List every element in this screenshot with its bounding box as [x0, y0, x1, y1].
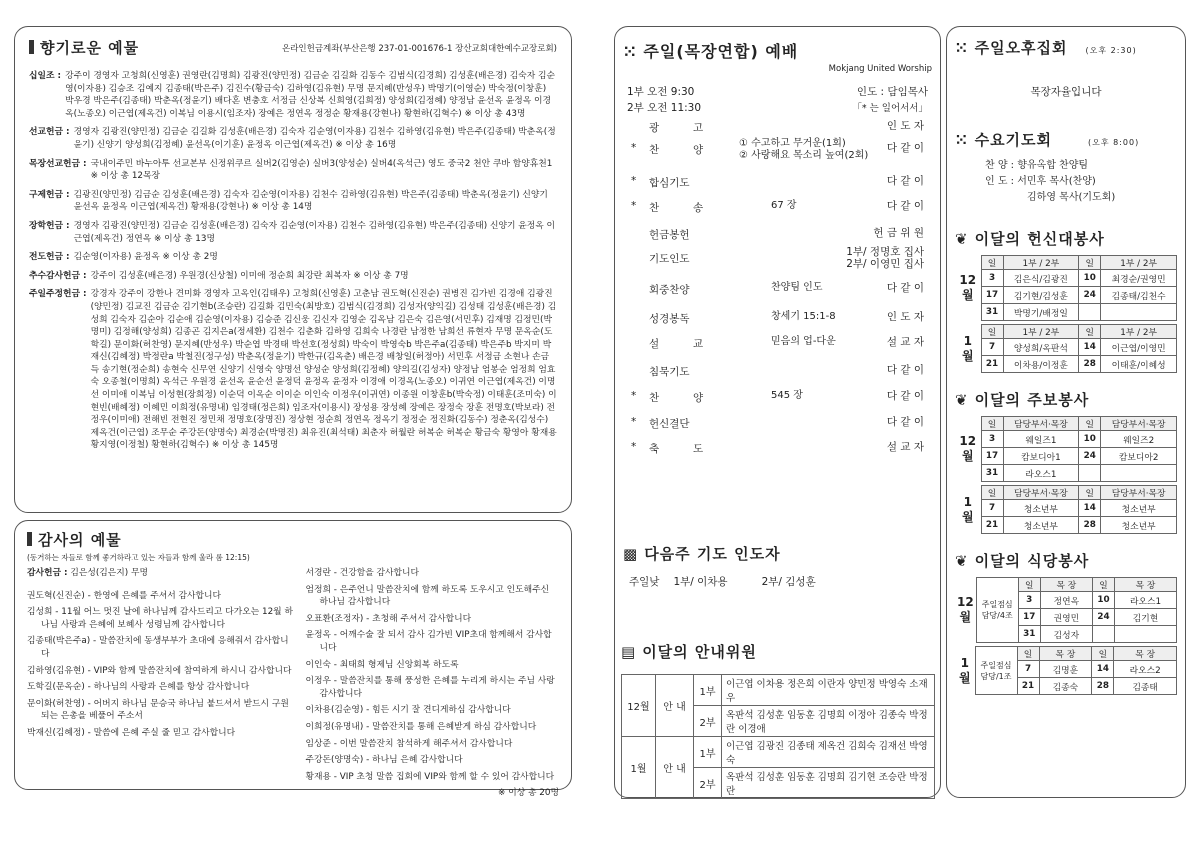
thanks-panel: [14, 520, 572, 799]
thanks-entry: 김종태(박은주a) - 말씀잔치에 동생부부가 초대에 응해줘서 감사합니다: [27, 636, 289, 659]
service-item-leader: 다 같 이: [886, 142, 924, 154]
kitchen-title: 이달의 식당봉사: [974, 552, 1090, 570]
wednesday-leader: 인 도 : 서민후 목사(찬양): [985, 176, 1096, 187]
bulletin-tables: [955, 416, 1177, 534]
duty-role: 주일점심 담당/4조: [976, 578, 1018, 643]
thanks-entry: 권도혁(신진순) - 한영에 은혜를 주셔서 감사합니다: [27, 590, 221, 601]
month-label: 12 월: [959, 434, 977, 463]
offering-names: 경영자 김광진(양민정) 김금순 김길화 김성훈(배은경) 김숙자 김순영(이자용) 김천수 김하영(김유현) 박은주(김종태) 박춘옥(정윤기) 신양기 양성희(김정혜) 윤선옥(이기훈) 윤정옥 이근엽(제옥건) ※ 이상 총 16명: [73, 127, 556, 150]
schedule-cell: 권영민: [1040, 609, 1092, 626]
flower-icon: ❦: [955, 552, 969, 570]
dedication-tables: [955, 255, 1177, 373]
service-item-leader: 다 같 이: [886, 364, 924, 376]
thanks-verse: (동거하는 자들로 함께 좋거하라고 있는 자들과 함께 울라 롬 12:15): [27, 553, 250, 562]
service-item-name: 침묵기도: [649, 366, 690, 378]
column-header: 일: [1079, 486, 1101, 500]
column-header: 일: [981, 256, 1003, 270]
schedule-cell: 21: [981, 517, 1003, 534]
column-header: 담당부서·목장: [1003, 417, 1079, 431]
schedule-cell: 24: [1079, 287, 1101, 304]
schedule-cell: 라오스2: [1114, 661, 1177, 678]
schedule-cell: [1101, 304, 1177, 321]
column-header: 목 장: [1040, 578, 1092, 592]
worship-panel: [614, 26, 941, 798]
service-item-detail: 창세기 15:1-8: [771, 311, 836, 322]
schedule-cell: [1079, 304, 1101, 321]
schedule-cell: 김은식/김광진: [1003, 270, 1079, 287]
offering-label: 십일조 :: [29, 71, 62, 81]
offering-row: [29, 189, 557, 214]
month-label: 1 월: [958, 655, 971, 685]
service-item-leader: 인 도 자: [886, 311, 924, 323]
wednesday-praise: 찬 양 : 향유옥합 찬양팀: [985, 160, 1089, 171]
schedule-cell: 김성자: [1040, 626, 1092, 643]
offering-row: [29, 288, 557, 452]
thanks-entry: 주강돈(양명숙) - 하나님 은혜 감사합니다: [305, 755, 463, 766]
schedule-cell: 청소년부: [1101, 500, 1177, 517]
square-dots-icon: ⁙: [955, 131, 969, 149]
schedule-cell: 이태훈/이혜성: [1101, 356, 1177, 373]
month-label: 12 월: [959, 273, 977, 302]
offering-label: 주일주정헌금 :: [29, 289, 87, 300]
schedule-cell: 21: [981, 356, 1003, 373]
service-item-name: 헌금봉헌: [649, 229, 690, 241]
column-header: 담당부서·목장: [1003, 486, 1079, 500]
thanks-entry: 이차용(김순영) - 힘든 시기 잘 견디게하심 감사합니다: [305, 705, 511, 716]
next-prayer-2: 2부/ 김성훈: [761, 576, 816, 588]
service-item: [631, 246, 924, 270]
thanks-entry: 박재신(김혜정) - 말씀에 은혜 주실 줄 믿고 감사합니다: [27, 727, 236, 738]
offering-names: 강주이 김성훈(배은경) 우원경(신상철) 이미애 정순희 최강란 최복자 ※ 이상 총 7명: [90, 270, 409, 281]
schedule-cell: 정연옥: [1040, 592, 1092, 609]
ushers-svc: 2부: [694, 706, 722, 737]
ushers-svc: 1부: [694, 737, 722, 768]
square-dots-icon: ⁙: [955, 39, 969, 57]
service-item: [631, 175, 924, 189]
service-item-leader: 1부/ 정명호 집사 2부/ 이영민 집사: [846, 246, 924, 270]
column-header: 1부 / 2부: [1003, 325, 1079, 339]
offering-row: [29, 126, 557, 151]
column-header: 1부 / 2부: [1101, 325, 1177, 339]
service-item-name-2: 도: [693, 443, 704, 455]
service-item-leader: 헌 금 위 원: [873, 227, 924, 239]
column-header: 일: [1079, 417, 1101, 431]
schedule-cell: 21: [1017, 678, 1039, 695]
kitchen-table-jan: [955, 646, 1177, 695]
schedule-cell: [1115, 626, 1177, 643]
offering-names: 경영자 김광진(양민정) 김금순 김성훈(배은경) 김숙자 김순영(이자용) 김천수 김하영(김유현) 박은주(김종태) 신양기 윤정옥 이근엽(제옥건) 정연옥 ※ 이상 총 13명: [73, 220, 556, 244]
schedule-cell: 3: [981, 270, 1003, 287]
schedule-cell: 14: [1079, 500, 1101, 517]
schedule-cell: 14: [1092, 661, 1114, 678]
ushers-names: 이근엽 이차용 정은희 이란자 양민정 박영숙 소재우: [722, 675, 935, 706]
service-item-leader: 인 도 자: [886, 120, 924, 132]
schedule-cell: 31: [981, 465, 1003, 482]
offering-names: 김순영(이자용) 윤정옥 ※ 이상 총 2명: [73, 252, 218, 263]
schedule-cell: 김기현/김성훈: [1003, 287, 1079, 304]
offering-row: [29, 220, 557, 245]
thanks-entry: 임상준 - 이번 말씀잔치 참석하게 해주셔서 감사합니다: [305, 738, 513, 749]
offering-row: [29, 251, 557, 264]
service-1: 1부 오전 9:30: [627, 86, 695, 98]
schedule-cell: 라오스1: [1003, 465, 1079, 482]
standing-mark: *: [631, 175, 637, 187]
schedule-panel: [946, 26, 1186, 798]
service-item-name: 찬: [649, 392, 660, 404]
offering-label: 구제헌금 :: [29, 189, 70, 200]
schedule-cell: 24: [1093, 609, 1115, 626]
schedule-cell: [1079, 465, 1101, 482]
schedule-cell: 17: [981, 448, 1003, 465]
schedule-cell: 청소년부: [1101, 517, 1177, 534]
service-item-name: 회중찬양: [649, 284, 690, 296]
wednesday-title: 수요기도회: [974, 131, 1053, 149]
schedule-cell: 10: [1079, 431, 1101, 448]
ushers-month-dec: 12월: [622, 675, 656, 737]
column-header: 일: [1079, 325, 1101, 339]
worship-title: 주일(목장연합) 예배: [643, 42, 799, 61]
service-item-detail: 67 장: [771, 200, 797, 211]
service-item-name-2: 고: [693, 122, 704, 134]
schedule-cell: 28: [1079, 356, 1101, 373]
service-item: [631, 200, 924, 214]
column-header: 일: [981, 486, 1003, 500]
square-dots-icon: ⁙: [623, 42, 638, 61]
schedule-cell: 김종숙: [1039, 678, 1092, 695]
flower-icon: ❦: [955, 230, 969, 248]
offering-names: 강경자 강주이 강한나 견미화 경영자 고옥인(김태우) 고청희(신영훈) 고춘남 권도혁(신진순) 권병진 김가빈 김경애 김광진(양민정) 김교진 김금순 김기현b(조승란) 김길화 김민숙(최방호) 김범식(김경희) 김성자(양익길) 김성태 김성훈(배은경) 김성희 김숙자 김순아 김순애 김순영(이자용) 김승준 김신웅 김신자 김영순 김옥남 김은숙 김은영(서민후) 김재명 김정민(박명미) 김정해(양성희) 김종곤 김지은a(정세환) 김천수 김춘화 김하영 김희숙 나경란 남정한 남희선 류현자 무명 문옥순(도학길) 문이화(허찬영) 문지혜(반성우) 박순엽 박경태 박선호(정성희) 박숙이 박영숙b 박은주a(김종태) 박은주b 박지미 박재신(김혜정) 박정란a 박철진(정구성) 박춘옥(정윤기) 박한규(김옥춘) 배은경 배창일(허정아) 서민후 서정금 소현나 손금득 송기현(정순희) 송현숙 신무연 신양기 신영숙 양명선 양성순 양성희(김정혜) 양의길(김성자) 양정남 엄봉순 엄정희 엄효숙 오종철(이명희) 옥석근 우원경 윤선옥 윤순선 윤정덕 윤정옥 윤정자 이경애 이경옥(노종오) 이귀연 이근엽(제옥건) 이명선 이미애 이복님 이성현(장희정) 이순덕 이옥순 이이순 이인숙 이정우(이귀연) 이종원 이창훈b(박숙정) 이태훈(조미숙) 이현빈(배혜정) 이혜민 이희정(유명내) 임경태(정은희) 임조자(이용시) 장성용 장성혜 장예은 장정숙 장훈 전명호(박보라) 전정우(이미애) 전해빈 전현진 정민채 정명호(장명진) 정상현 정순희 정연옥 정옥기 정정순 정진화(김동수) 정춘옥(김성수) 제옥건(이근엽) 조무순 주강돈(양명숙) 최경순(박명진) 최유진(최석태) 최춘자 허월란 허복순 허복순 황금숙 황영아 황재용 황지영(이정철) 황현하(김혁수) ※ 이상 총 145명: [90, 289, 557, 451]
thanks-title: 감사의 예물: [38, 531, 122, 549]
column-header: 일: [981, 325, 1003, 339]
kitchen-table-dec: [955, 577, 1177, 643]
column-header: 1부 / 2부: [1101, 256, 1177, 270]
column-header: 1부 / 2부: [1003, 256, 1079, 270]
service-item-name: 찬: [649, 144, 660, 156]
offering-names: 김광진(양민정) 김금순 김성훈(배은경) 김숙자 김순영(이자용) 김천수 김하영(김유현) 박은주(김종태) 박춘옥(정윤기) 신양기 윤선옥 윤정옥 이근엽(제옥건) 황재용(강현나) ※ 이상 총 14명: [73, 189, 548, 213]
schedule-cell: 17: [1018, 609, 1040, 626]
service-item-leader: 설 교 자: [886, 441, 924, 453]
checker-icon: ▩: [623, 545, 639, 563]
service-item: [631, 336, 924, 350]
schedule-cell: [1101, 465, 1177, 482]
service-item-detail: ① 수고하고 무거운(1회) ② 사랑해요 목소리 높여(2회): [739, 138, 869, 161]
month-label: 12 월: [957, 595, 974, 624]
thanks-entry: 엄정희 - 은주언니 말씀잔치에 함께 하도록 도우시고 인도해주신 하나님 감사합니다: [305, 584, 550, 608]
thanks-entry: 오표환(조정자) - 초청해 주셔서 감사합니다: [305, 613, 472, 624]
schedule-cell: [1093, 626, 1115, 643]
month-label: 1 월: [961, 333, 974, 363]
schedule-cell: 웨일즈1: [1003, 431, 1079, 448]
service-item: [631, 282, 924, 296]
service-item-detail: 믿음의 업-다운: [771, 336, 836, 347]
service-item-name-2: 송: [693, 202, 704, 214]
thanks-entry: 이정우 - 말씀잔치를 통해 풍성한 은혜를 누리게 하시는 주님 사랑 감사합니다: [305, 676, 555, 699]
thanks-entry: 윤정옥 - 어깨수술 잘 되서 감사 김가빈 VIP초대 함께해서 감사합니다: [305, 630, 552, 653]
service-item-name: 헌신결단: [649, 418, 690, 430]
column-header: 담당부서·목장: [1101, 417, 1177, 431]
service-item-leader: 다 같 이: [886, 175, 924, 187]
ushers-title: 이달의 안내위원: [642, 643, 757, 661]
schedule-cell: 웨일즈2: [1101, 431, 1177, 448]
leader: 인도 : 담임목사: [856, 86, 928, 98]
service-2: 2부 오전 11:30: [627, 102, 702, 114]
schedule-cell: 캄보디아2: [1101, 448, 1177, 465]
column-header: 목 장: [1115, 578, 1177, 592]
standing-mark: *: [631, 390, 637, 402]
schedule-cell: 김종태: [1114, 678, 1177, 695]
ushers-role: 안 내: [656, 737, 694, 799]
column-header: 일: [981, 417, 1003, 431]
schedule-cell: 28: [1092, 678, 1114, 695]
month-label: 1 월: [961, 494, 974, 524]
thanks-head-label: 감사헌금 :: [27, 568, 68, 578]
schedule-cell: 이차용/이정훈: [1003, 356, 1079, 373]
service-item-detail: 545 장: [771, 390, 803, 401]
ushers-month-jan: 1월: [622, 737, 656, 799]
schedule-cell: 김종태/김천수: [1101, 287, 1177, 304]
column-header: 담당부서·목장: [1101, 486, 1177, 500]
standing-mark: *: [631, 441, 637, 453]
service-item-name: 광: [649, 122, 660, 134]
service-item: [631, 416, 924, 430]
schedule-cell: 10: [1079, 270, 1101, 287]
offering-names: 강주이 경영자 고청희(신영훈) 권영란(김명희) 김광진(양민정) 김금순 김길화 김동수 김범식(김경희) 김성훈(배은경) 김숙자 김순영(이자용) 김승조 김예지 김종태(박은주) 김진수(황금숙) 김하영(김유현) 무명 문지혜(반성우) 박명기(이영순) 박숙정(이창훈) 박우경 박은주(김종태) 박춘옥(정윤기) 배다혼 변충호 서정금 신상복 신희영(김희정) 양성희(김정혜) 양정남 윤선옥 윤정옥 이경옥(노종오) 이근엽(제옥건) 이복님 이용시(임조자) 장예은 정연옥 정정순 황재용(강현나) 황현하(김혁수) ※ 이상 총 43명: [65, 71, 556, 119]
thanks-right-list: [305, 567, 559, 783]
schedule-cell: 7: [981, 500, 1003, 517]
column-header: 일: [1018, 578, 1040, 592]
column-header: 일: [1017, 647, 1039, 661]
service-item-leader: 다 같 이: [886, 200, 924, 212]
dedication-table-dec: [955, 255, 1177, 321]
offering-label: 장학헌금 :: [29, 220, 70, 231]
standing-mark: *: [631, 416, 637, 428]
bar-icon: [27, 532, 32, 546]
thanks-entry: 이희정(유명내) - 말씀잔치를 통해 은혜받게 하심 감사합니다: [305, 721, 537, 732]
afternoon-body: 목장자율입니다: [1030, 86, 1102, 98]
service-item-name-2: 양: [693, 144, 704, 156]
ushers-names: 옥판석 김성훈 임동훈 김명희 이정아 김종숙 박정란 이경애: [722, 706, 935, 737]
thanks-entry: 김성희 - 11월 어느 멋진 날에 하나님께 감사드리고 다가오는 12월 하나님 사랑과 은혜에 보혜사 성령님께 감사합니다: [27, 607, 293, 630]
ushers-svc: 2부: [694, 768, 722, 799]
schedule-cell: 10: [1093, 592, 1115, 609]
order-of-service: [623, 120, 932, 455]
column-header: 일: [1079, 256, 1101, 270]
column-header: 일: [1093, 578, 1115, 592]
offering-list: [29, 70, 557, 452]
thanks-entry: 황재용 - VIP 초청 말씀 집회에 VIP와 함께 할 수 있어 감사합니다: [305, 771, 555, 782]
bulletin-title: 이달의 주보봉사: [974, 391, 1090, 409]
thanks-entry: 김하영(김유현) - VIP와 함께 말씀잔치에 참여하게 하시니 감사합니다: [27, 665, 292, 676]
schedule-cell: 17: [981, 287, 1003, 304]
schedule-cell: 7: [981, 339, 1003, 356]
duty-role: 주일점심 담당/1조: [975, 647, 1017, 695]
schedule-cell: 양성희/옥판석: [1003, 339, 1079, 356]
schedule-cell: 박명기/배정일: [1003, 304, 1079, 321]
ushers-role: 안 내: [656, 675, 694, 737]
thanks-entry: 문이화(허찬영) - 어버지 하나님 문승국 하나님 붙드셔서 받드시 구원되는 은총을 베풀어 주소서: [27, 698, 289, 722]
schedule-cell: 이근엽/이영민: [1101, 339, 1177, 356]
wednesday-time: (오후 8:00): [1088, 138, 1140, 147]
schedule-cell: 31: [981, 304, 1003, 321]
schedule-cell: 김기현: [1115, 609, 1177, 626]
column-header: 목 장: [1039, 647, 1092, 661]
service-item-leader: 설 교 자: [886, 336, 924, 348]
thanks-entry: 서경란 - 건강함을 감사합니다: [305, 568, 419, 578]
schedule-cell: 24: [1079, 448, 1101, 465]
service-item-name: 성경봉독: [649, 313, 690, 325]
schedule-cell: 3: [1018, 592, 1040, 609]
schedule-cell: 31: [1018, 626, 1040, 643]
ushers-table: [621, 674, 935, 799]
standing-mark: *: [631, 142, 637, 154]
offering-label: 목장선교헌금 :: [29, 158, 87, 169]
schedule-cell: 최경순/권영민: [1101, 270, 1177, 287]
service-item: [631, 311, 924, 325]
thanks-total: ※ 이상 총 20명: [498, 788, 559, 799]
offering-row: [29, 158, 557, 183]
schedule-cell: 라오스1: [1115, 592, 1177, 609]
ushers-names: 이근엽 김광진 김종태 제옥건 김희숙 김재선 박영숙: [722, 737, 935, 768]
offering-label: 전도헌금 :: [29, 252, 70, 263]
next-prayer-label: 주일낮: [629, 576, 660, 588]
service-item-name: 축: [649, 443, 660, 455]
column-header: 일: [1092, 647, 1114, 661]
service-item-name: 찬: [649, 202, 660, 214]
offering-label: 선교헌금 :: [29, 127, 70, 138]
thanks-entry: 도학길(문옥순) - 하나님의 사랑과 은혜를 항상 감사합니다: [27, 682, 250, 693]
bulletin-table-jan: [955, 485, 1177, 534]
service-item-leader: 다 같 이: [886, 416, 924, 428]
afternoon-time: (오후 2:30): [1085, 46, 1137, 55]
service-item-leader: 다 같 이: [886, 390, 924, 402]
standing-mark: *: [631, 200, 637, 212]
account-info: 온라인헌금계좌(부산은행 237-01-001676-1 장산교회대한예수교장로회): [282, 43, 557, 54]
next-prayer-1: 1부/ 이차용: [673, 576, 728, 588]
schedule-cell: 3: [981, 431, 1003, 448]
thanks-entry: 이인숙 - 최태희 형제님 신앙회복 하도록: [305, 659, 459, 670]
thanks-left-list: [27, 590, 295, 740]
dedication-title: 이달의 헌신대봉사: [974, 230, 1105, 248]
schedule-cell: 김명훈: [1039, 661, 1092, 678]
next-prayer-title: 다음주 기도 인도자: [644, 545, 781, 563]
service-item: [631, 390, 924, 404]
schedule-cell: 14: [1079, 339, 1101, 356]
offering-row: [29, 270, 557, 283]
service-item: [631, 441, 924, 455]
afternoon-title: 주일오후집회: [974, 39, 1068, 57]
service-item: [631, 120, 924, 134]
stripes-icon: ▤: [621, 643, 637, 661]
service-item-leader: 다 같 이: [886, 282, 924, 294]
service-item-name-2: 양: [693, 392, 704, 404]
service-item-name: 설: [649, 338, 660, 350]
offering-panel: [14, 26, 572, 513]
flower-icon: ❦: [955, 391, 969, 409]
schedule-cell: 청소년부: [1003, 500, 1079, 517]
dedication-table-jan: [955, 324, 1177, 373]
offering-label: 추수감사헌금 :: [29, 270, 87, 281]
ushers-names: 옥판석 김성훈 임동훈 김명희 김기현 조승란 박정란: [722, 768, 935, 799]
service-item: [631, 138, 924, 161]
offering-row: [29, 70, 557, 120]
bulletin-table-dec: [955, 416, 1177, 482]
schedule-cell: 캄보디아1: [1003, 448, 1079, 465]
worship-subtitle: Mokjang United Worship: [828, 64, 932, 74]
standing-note: 「* 는 일어서서」: [852, 103, 928, 114]
kitchen-tables: [955, 577, 1177, 695]
offering-names: 국내이주민 바누아투 선교본부 신정위쿠르 실버2(김영순) 실버3(양성순) 실버4(옥석근) 영도 중국2 천안 쿠바 함양휴천1 ※ 이상 총 12목장: [90, 158, 553, 182]
service-item-name: 기도인도: [649, 253, 690, 265]
service-item: [631, 227, 924, 241]
service-item: [631, 364, 924, 378]
thanks-head-text: 김은성(김은지) 무명: [70, 568, 149, 578]
ushers-svc: 1부: [694, 675, 722, 706]
service-item-name-2: 교: [693, 338, 704, 350]
schedule-cell: 28: [1079, 517, 1101, 534]
column-header: 목 장: [1114, 647, 1177, 661]
schedule-cell: 청소년부: [1003, 517, 1079, 534]
schedule-cell: 7: [1017, 661, 1039, 678]
offering-title: 향기로운 예물: [40, 39, 140, 57]
service-item-detail: 찬양팀 인도: [771, 282, 823, 293]
service-item-name: 합심기도: [649, 177, 690, 189]
wednesday-leader-2: 김하영 목사(기도회): [1027, 192, 1116, 203]
bar-icon: [29, 40, 34, 54]
